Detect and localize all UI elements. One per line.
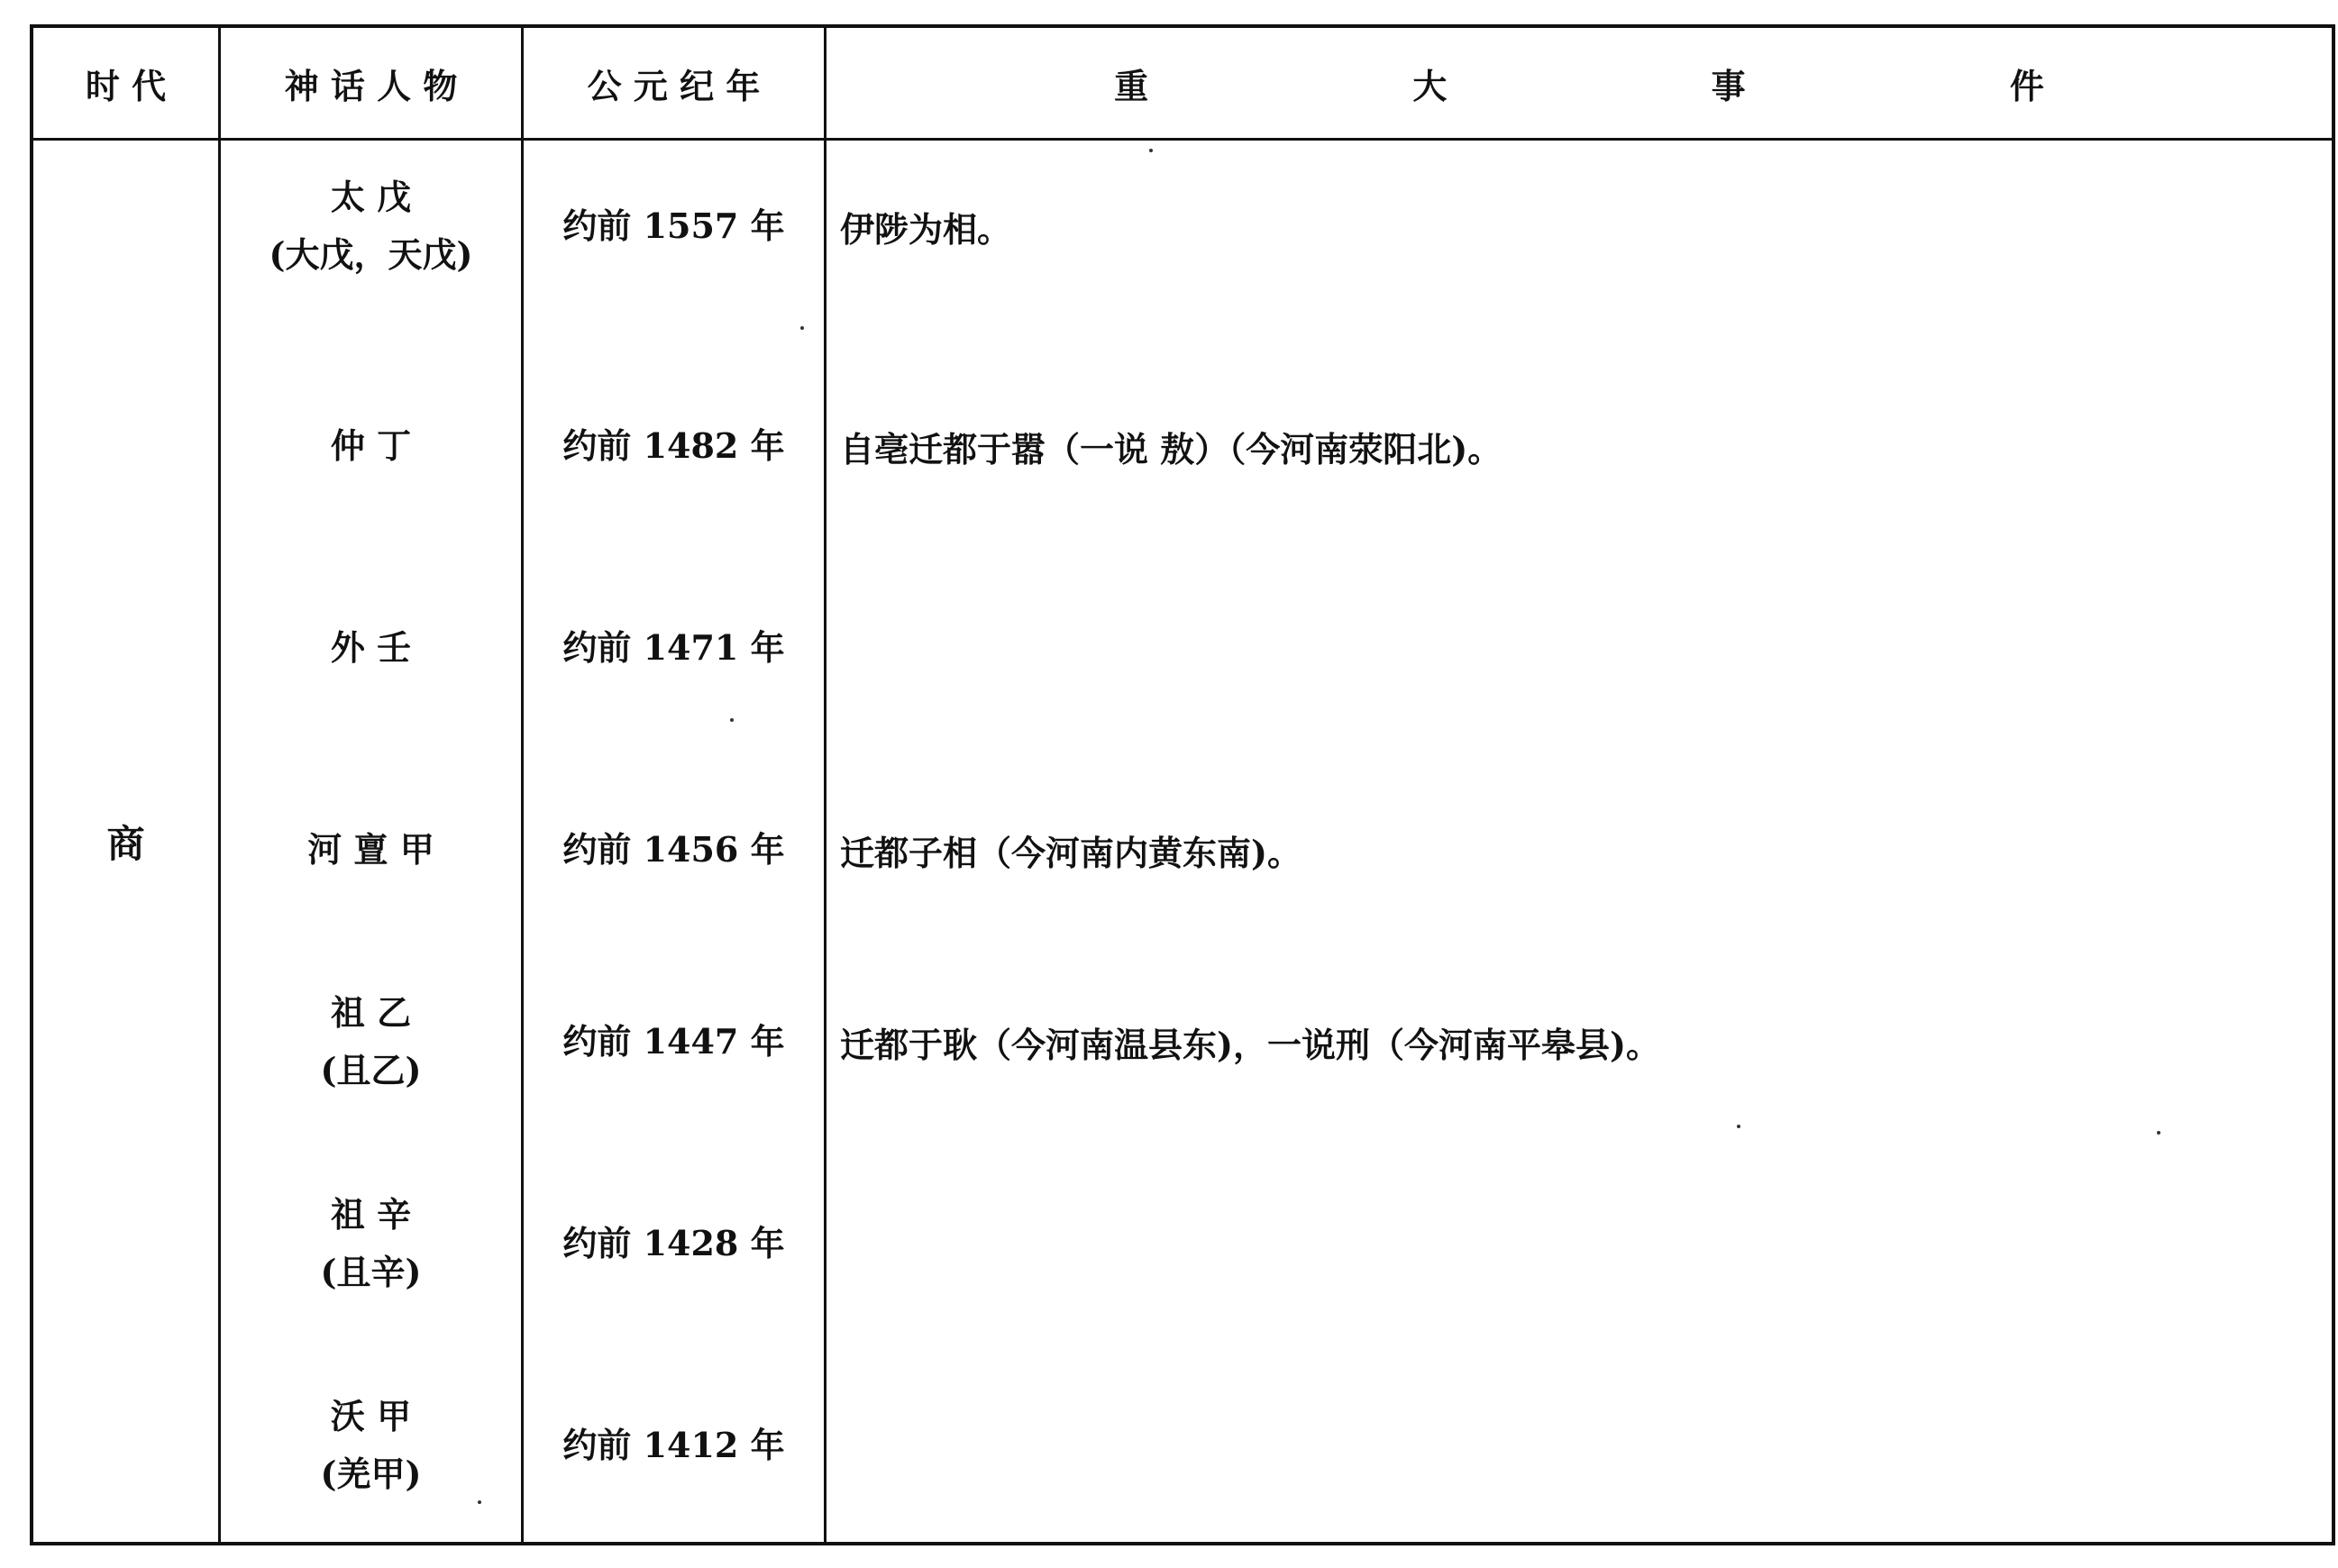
figure-cell <box>221 1181 521 1307</box>
figure-name: 太 戊 <box>330 177 412 217</box>
header-event: 重 大 事 件 <box>1114 65 2170 106</box>
figure-name: 外 壬 <box>330 627 412 668</box>
figure-alias: (羌甲) <box>320 1454 422 1494</box>
figure-cell <box>221 805 521 895</box>
figure-name: 祖 辛 <box>330 1194 412 1235</box>
scan-speck <box>800 326 804 330</box>
year-cell: 约前 1557 年 <box>562 205 785 246</box>
figure-name: 河 亶 甲 <box>307 829 434 870</box>
year-cell: 约前 1412 年 <box>562 1425 785 1465</box>
figure-alias: (大戊，天戊) <box>269 234 473 275</box>
event-cell: 迁都子相（今河南内黄东南)。 <box>840 832 1301 873</box>
event-cell: 迁都于耿（今河南温县东)，一说刑（今河南平皋县)。 <box>840 1024 1660 1065</box>
header-figure: 神 话 人 物 <box>284 65 458 106</box>
figure-alias: (且辛) <box>320 1252 422 1292</box>
figure-name: 祖 乙 <box>330 992 412 1033</box>
figure-cell <box>221 603 521 693</box>
era-cell: 商 <box>106 821 145 866</box>
header-era: 时 代 <box>85 65 167 106</box>
scan-speck <box>730 718 734 722</box>
year-cell: 约前 1447 年 <box>562 1021 785 1062</box>
scan-speck <box>2157 1131 2160 1135</box>
figure-name: 仲 丁 <box>330 425 412 466</box>
year-cell: 约前 1456 年 <box>562 829 785 870</box>
header-year: 公 元 纪 年 <box>587 65 761 106</box>
header-divider <box>33 138 2332 141</box>
year-cell: 约前 1471 年 <box>562 627 785 668</box>
column-divider <box>824 28 827 1542</box>
event-cell: 自亳迁都于嚣（一说 敖）（今河南荥阳北)。 <box>840 428 1502 469</box>
figure-cell <box>221 401 521 491</box>
figure-cell <box>221 979 521 1105</box>
figure-name: 沃 甲 <box>330 1396 412 1436</box>
figure-cell <box>221 1382 521 1509</box>
year-cell: 约前 1482 年 <box>562 425 785 466</box>
scan-speck <box>1737 1125 1740 1128</box>
year-cell: 约前 1428 年 <box>562 1223 785 1263</box>
figure-alias: (且乙) <box>320 1050 422 1090</box>
figure-cell <box>221 163 521 289</box>
scan-speck <box>478 1500 481 1504</box>
chronology-table <box>30 24 2335 1545</box>
event-cell: 伊陟为相。 <box>840 208 1012 250</box>
scan-speck <box>1149 149 1153 152</box>
